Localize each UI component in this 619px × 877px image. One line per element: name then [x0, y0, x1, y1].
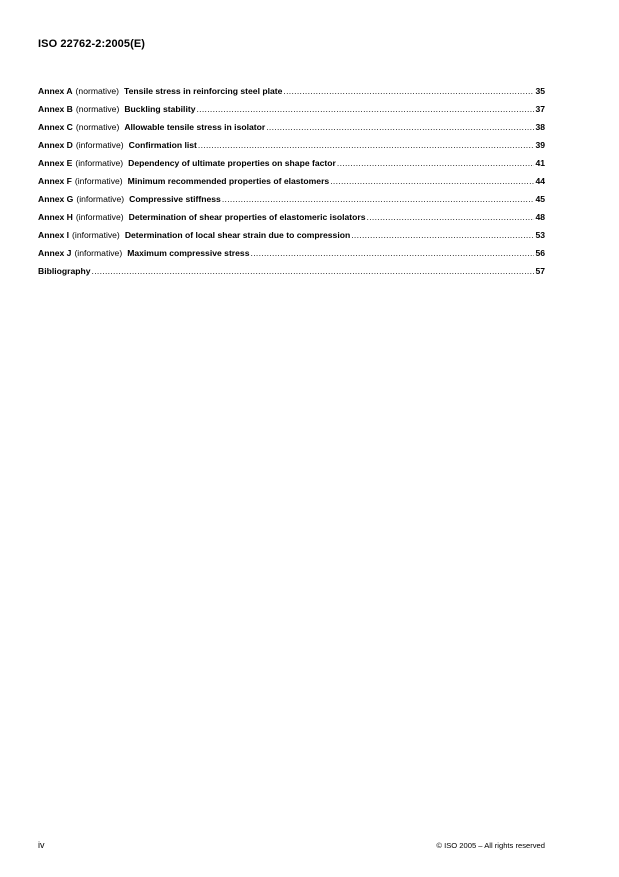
toc-entry-kind: (informative)	[74, 176, 123, 186]
toc-entry-kind: (informative)	[72, 230, 120, 240]
toc-entry-label: Annex C	[38, 122, 73, 132]
dot-leader	[283, 86, 534, 96]
dot-leader	[266, 122, 534, 132]
toc-entry-page: 53	[535, 230, 545, 240]
toc-entry-page: 45	[535, 194, 545, 204]
dot-leader	[367, 212, 535, 222]
toc-entry-label: Annex A	[38, 86, 73, 96]
toc-entry-annex-e[interactable]	[38, 158, 545, 176]
page-number: iv	[38, 840, 45, 850]
toc-entry-annex-h[interactable]	[38, 212, 545, 230]
toc-entry-title: Compressive stiffness	[129, 194, 221, 204]
toc-entry-kind: (normative)	[75, 122, 120, 132]
toc-entry-annex-a[interactable]	[38, 86, 545, 104]
toc-entry-label: Annex G	[38, 194, 74, 204]
toc-entry-kind: (informative)	[76, 194, 125, 204]
toc-entry-annex-i[interactable]	[38, 230, 545, 248]
table-of-contents	[38, 86, 545, 284]
toc-entry-kind: (informative)	[75, 158, 124, 168]
dot-leader	[337, 158, 535, 168]
toc-entry-title: Tensile stress in reinforcing steel plate	[124, 86, 283, 96]
toc-entry-label: Annex J	[38, 248, 72, 258]
toc-entry-title: Dependency of ultimate properties on shape factor	[128, 158, 336, 168]
dot-leader	[198, 140, 535, 150]
document-id-header: ISO 22762-2:2005(E)	[38, 38, 146, 50]
dot-leader	[222, 194, 535, 204]
toc-entry-page: 44	[535, 176, 545, 186]
toc-entry-title: Minimum recommended properties of elastomers	[127, 176, 330, 186]
toc-entry-title: Determination of local shear strain due to compression	[124, 230, 351, 240]
toc-entry-annex-j[interactable]	[38, 248, 545, 266]
dot-leader	[330, 176, 534, 186]
toc-entry-title: Maximum compressive stress	[127, 248, 250, 258]
toc-entry-annex-g[interactable]	[38, 194, 545, 212]
toc-entry-page: 56	[535, 248, 545, 258]
toc-entry-annex-d[interactable]	[38, 140, 545, 158]
toc-entry-label: Annex D	[38, 140, 73, 150]
toc-entry-label: Annex E	[38, 158, 73, 168]
toc-entry-page: 38	[535, 122, 545, 132]
toc-entry-annex-f[interactable]	[38, 176, 545, 194]
toc-entry-page: 41	[535, 158, 545, 168]
dot-leader	[251, 248, 535, 258]
toc-entry-kind: (informative)	[75, 212, 124, 222]
toc-entry-label: Annex H	[38, 212, 73, 222]
toc-entry-label: Annex F	[38, 176, 72, 186]
toc-entry-page: 57	[535, 266, 545, 276]
toc-entry-label: Annex I	[38, 230, 70, 240]
dot-leader	[92, 266, 535, 276]
dot-leader	[196, 104, 534, 114]
toc-entry-page: 35	[535, 86, 545, 96]
toc-entry-label: Annex B	[38, 104, 73, 114]
toc-entry-page: 48	[535, 212, 545, 222]
toc-entry-annex-c[interactable]	[38, 122, 545, 140]
toc-entry-bibliography[interactable]	[38, 266, 545, 284]
copyright-notice: © ISO 2005 – All rights reserved	[436, 841, 545, 850]
toc-entry-page: 37	[535, 104, 545, 114]
toc-entry-title: Confirmation list	[128, 140, 197, 150]
toc-entry-title: Allowable tensile stress in isolator	[124, 122, 266, 132]
toc-entry-kind: (informative)	[74, 248, 123, 258]
toc-entry-title: Buckling stability	[124, 104, 196, 114]
toc-entry-kind: (normative)	[75, 104, 120, 114]
toc-entry-kind: (informative)	[75, 140, 124, 150]
toc-entry-page: 39	[535, 140, 545, 150]
toc-entry-annex-b[interactable]	[38, 104, 545, 122]
dot-leader	[351, 230, 534, 240]
toc-entry-label: Bibliography	[38, 266, 91, 276]
toc-entry-kind: (normative)	[75, 86, 120, 96]
toc-entry-title: Determination of shear properties of elastomeric isolators	[128, 212, 366, 222]
